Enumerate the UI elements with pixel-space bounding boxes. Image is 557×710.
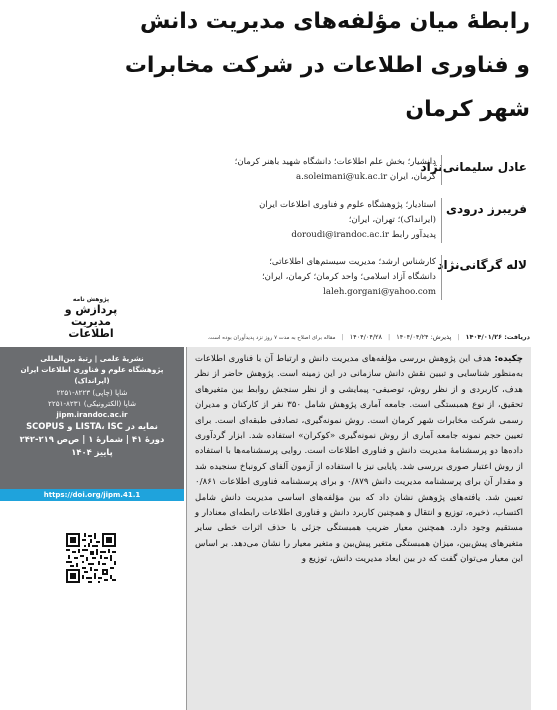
title-line: و فناوری اطلاعات در شرکت مخابرات <box>124 53 530 78</box>
logo-text: مدیریت <box>71 315 111 328</box>
separator: | <box>388 333 391 341</box>
print-issn: شاپا (چاپی) ۸۲۲۳-۲۲۵۱ <box>56 387 128 397</box>
author-name: عادل سلیمانی‌نژاد <box>420 160 527 174</box>
publisher: پژوهشگاه علوم و فناوری اطلاعات ایران <box>20 365 164 375</box>
received-date: دریافت: ۱۴۰۴/۰۱/۲۶ <box>465 333 530 341</box>
abstract-text: هدف این پژوهش بررسی مؤلفه‌های مدیریت دانش و ارتباط آن با فناوری اطلاعات به‌منظور شناسایی و تبیین نقش دانش سازمانی در این زمینه است. پژوهش حاضر از نظر هدف، کاربردی و از نظر روش، توصیفی- پیمایشی و از نظر سنجش روابط بین متغیرهای تحقیق، از نوع همبستگی است. جامعه آماری پژوهش شامل ۳۵۰ نفر از کارکنان و مدیران رسمی شرکت مخابرات شهر کرمان است. روش نمونه‌گیری، تصادفی طبقه‌ای است. برای تعیین حجم نمونه جامعه آماری از روش نمونه‌گیری «کوکران» استفاده شد. ابزار گردآوری داده‌ها دو پرسشنامهٔ مدیریت دانش و فناوری اطلاعات است. روایی پرسشنامه‌ها با استفاده از روش اعتبار صوری بررسی شد. پایایی نیز با استفاده از آزمون آلفای کرونباخ سنجیده شد و مقدار آن برای پرسشنامه مدیریت دانش ۰/۸۷۹ و برای پرسشنامه فناوری اطلاعات ۰/۸۶۱ تعیین شد. یافته‌های پژوهش نشان داد که بین مؤلفه‌های اساسی مدیریت دانش شامل اکتساب، ذخیره، توزیع و انتقال و همچنین کاربرد دانش و فناوری اطلاعات رابطه‌ای معنادار و مستقیم وجود دارد. همچنین معیار ضریب همبستگی جزئی با حذف اثرات خطی سایر متغیرهای پیش‌بین، میزان همبستگی متغیر پیش‌بین و متغیر معیار را نشان می‌دهد. بر اساس این معیار می‌توان گفت که در بین ابعاد مدیریت دانش، توزیع و <box>195 354 523 565</box>
journal-logo <box>58 292 124 340</box>
separator: | <box>341 333 344 341</box>
online-issn: شاپا (الکترونیکی) ۸۲۳۱-۲۲۵۱ <box>48 398 136 408</box>
affiliation-line: دانشیار؛ بخش علم اطلاعات؛ دانشگاه شهید باهنر کرمان؛ <box>234 157 436 167</box>
affiliation-line: استادیار؛ پژوهشگاه علوم و فناوری اطلاعات ایران <box>259 200 436 210</box>
affiliation-line: کارشناس ارشد؛ مدیریت سیستم‌های اطلاعاتی؛ <box>269 257 436 267</box>
qr-code-icon <box>66 533 116 583</box>
revision-note: مقاله برای اصلاح به مدت ۷ روز نزد پدیدآوران بوده است. <box>207 335 336 341</box>
author-affiliation <box>166 155 442 185</box>
author-affiliation <box>166 255 442 300</box>
accepted-date: پذیرش: ۱۴۰۴/۰۴/۲۴ <box>396 333 452 341</box>
abstract-label: چکیده: <box>494 354 523 364</box>
online-date: ۱۴۰۴/۰۴/۲۸ <box>349 333 382 341</box>
journal-website: jipm.irandoc.ac.ir <box>56 410 128 420</box>
author-name: فریبرز درودی <box>446 202 527 216</box>
indexing: نمایه در LISTA، ISC و SCOPUS <box>26 421 158 432</box>
abstract-box <box>186 347 531 710</box>
doi-link[interactable]: https://doi.org/jipm.41.1 <box>0 489 184 501</box>
affiliation-line: (ایرانداک)؛ تهران، ایران؛ <box>348 215 436 225</box>
volume-issue-pages: دورهٔ ۴۱ | شمارهٔ ۱ | ص‌ص ۲۱۹-۲۴۲ <box>19 434 165 445</box>
logo-text: پژوهش نامه <box>72 296 110 303</box>
title-line: شهر کرمان <box>405 97 530 122</box>
title-line: رابطهٔ میان مؤلفه‌های مدیریت دانش <box>139 9 530 34</box>
affiliation-line: دانشگاه آزاد اسلامی؛ واحد کرمان؛ کرمان، ایران؛ <box>261 272 436 282</box>
affiliation-line: laleh.gorgani@yahoo.com <box>323 287 436 297</box>
logo-text: پردازش و <box>64 303 118 316</box>
publisher-short: (ایرانداک) <box>74 376 110 386</box>
affiliation-line: کرمان، ایران a.soleimani@uk.ac.ir <box>296 172 436 182</box>
article-title <box>40 0 530 132</box>
logo-text: اطلاعات <box>68 327 114 340</box>
season-year: پاییز ۱۴۰۴ <box>71 447 113 458</box>
separator: | <box>457 333 460 341</box>
journal-info-panel <box>0 347 184 500</box>
dates-line <box>200 333 530 341</box>
affiliation-line: پدیدآور رابط doroudi@irandoc.ac.ir <box>291 230 436 240</box>
author-affiliation <box>166 198 442 243</box>
journal-rank: نشریهٔ علمی | رتبهٔ بین‌المللی <box>40 354 144 363</box>
author-name: لاله گرگانی‌نژاد <box>437 258 527 272</box>
